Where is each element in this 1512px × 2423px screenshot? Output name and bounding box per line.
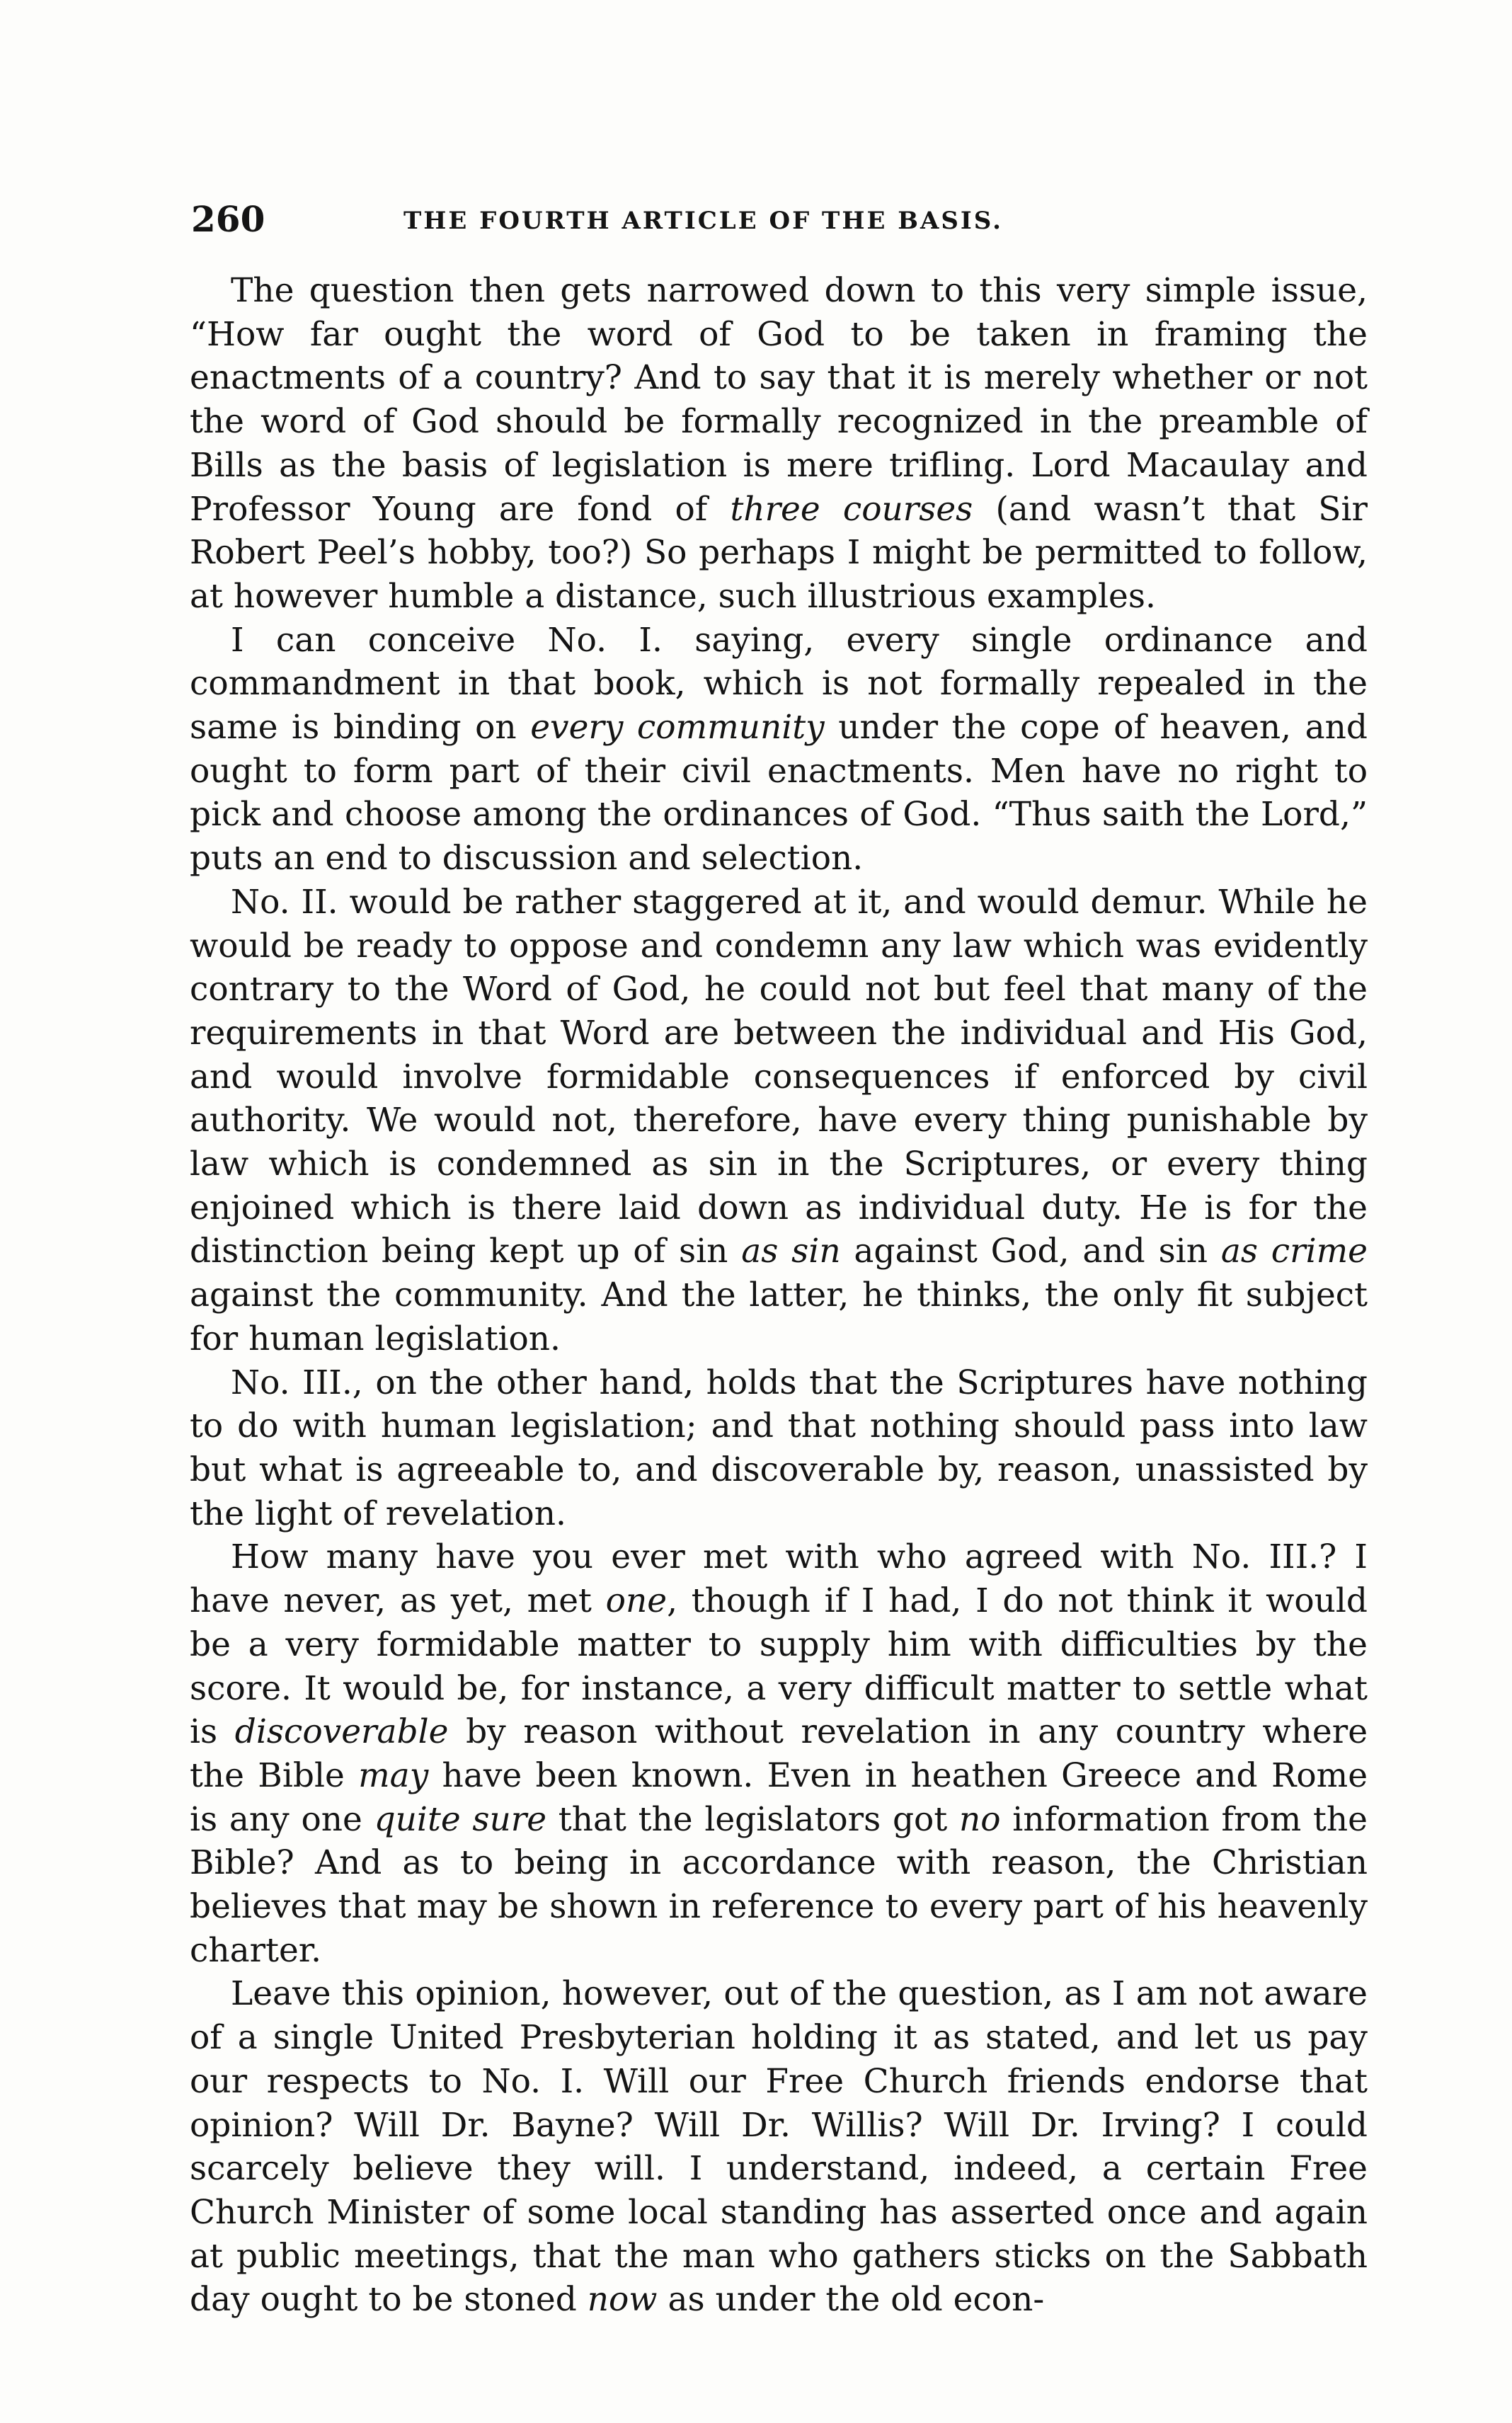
text-run: against God, and sin bbox=[840, 1232, 1221, 1271]
italic-text: discoverable bbox=[234, 1712, 449, 1752]
text-run: by reason without revelation in any country where the Bible bbox=[190, 1712, 1368, 1795]
text-run: The question then gets narrowed down to this very simple issue, “How far ought the word of God to be taken in framing the enactments of a country? And to say that it is merely whether or not the word of God should be formally recognized in the preamble of Bills as the basis of legislation is mere trifling. Lord Macaulay and Professor Young are fond of bbox=[190, 271, 1368, 529]
text-run: against the community. And the latter, he thinks, the only fit subject for human legislation. bbox=[190, 1276, 1368, 1358]
italic-text: quite sure bbox=[374, 1799, 547, 1839]
paragraph bbox=[190, 1972, 1368, 2322]
text-run: that the legislators got bbox=[546, 1799, 959, 1839]
page-number: 260 bbox=[191, 198, 265, 240]
italic-text: three courses bbox=[730, 489, 973, 529]
italic-text: may bbox=[358, 1755, 429, 1795]
italic-text: as crime bbox=[1220, 1232, 1368, 1271]
paragraph bbox=[190, 269, 1368, 619]
paragraph bbox=[190, 881, 1368, 1361]
running-title: THE FOURTH ARTICLE OF THE BASIS. bbox=[403, 207, 1003, 235]
text-run: as under the old econ- bbox=[657, 2280, 1045, 2320]
italic-text: as sin bbox=[741, 1232, 841, 1271]
text-run: , though if I had, I do not think it would be a very formidable matter to supply him with difficulties by the score. It would be, for instance, a very difficult matter to settle what is bbox=[190, 1581, 1368, 1752]
page-header bbox=[191, 191, 1366, 248]
text-run: information from the Bible? And as to being in accordance with reason, the Christian believes that may be shown in reference to every part of his heavenly charter. bbox=[190, 1799, 1368, 1970]
text-run: I can conceive No. I. saying, every single ordinance and commandment in that book, which is not formally repealed in the same is binding on bbox=[190, 620, 1368, 747]
text-run: Leave this opinion, however, out of the question, as I am not aware of a single United Presbyterian holding it as stated, and let us pay our respects to No. I. Will our Free Church friends endorse that opinion? Will Dr. Bayne? Will Dr. Willis? Will Dr. Irving? I could scarcely believe they will. I understand, indeed, a certain Free Church Minister of some local standing has asserted once and again at public meetings, that the man who gathers sticks on the Sabbath day ought to be stoned bbox=[190, 1974, 1368, 2320]
text-run: How many have you ever met with who agreed with No. III.? I have never, as yet, met bbox=[190, 1537, 1368, 1621]
text-run: under the cope of heaven, and ought to form part of their civil enactments. Men have no right to pick and choose among the ordinances of God. “Thus saith the Lord,” puts an end to discussion and selection. bbox=[190, 708, 1368, 878]
text-run: (and wasn’t that Sir Robert Peel’s hobby, too?) So perhaps I might be permitted to follow, at however humble a distance, such illustrious examples. bbox=[190, 489, 1368, 616]
italic-text: one bbox=[605, 1581, 668, 1621]
italic-text: every community bbox=[530, 708, 825, 747]
text-run: No. II. would be rather staggered at it, and would demur. While he would be ready to oppose and condemn any law which was evidently contrary to the Word of God, he could not but feel that many of the requirements in that Word are between the individual and His God, and would involve formidable consequences if enforced by civil authority. We would not, therefore, have every thing punishable by law which is condemned as sin in the Scriptures, or every thing enjoined which is there laid down as individual duty. He is for the distinction being kept up of sin bbox=[190, 882, 1368, 1271]
italic-text: now bbox=[587, 2280, 658, 2320]
italic-text: no bbox=[958, 1799, 1001, 1839]
text-run: No. III., on the other hand, holds that the Scriptures have nothing to do with human legislation; and that nothing should pass into law but what is agreeable to, and discoverable by, reason, unassisted by the light of revelation. bbox=[190, 1363, 1368, 1533]
body-text bbox=[190, 269, 1368, 2322]
paragraph bbox=[190, 1361, 1368, 1536]
paragraph bbox=[190, 1535, 1368, 1972]
paragraph bbox=[190, 619, 1368, 881]
text-run: have been known. Even in heathen Greece and Rome is any one bbox=[190, 1755, 1368, 1839]
